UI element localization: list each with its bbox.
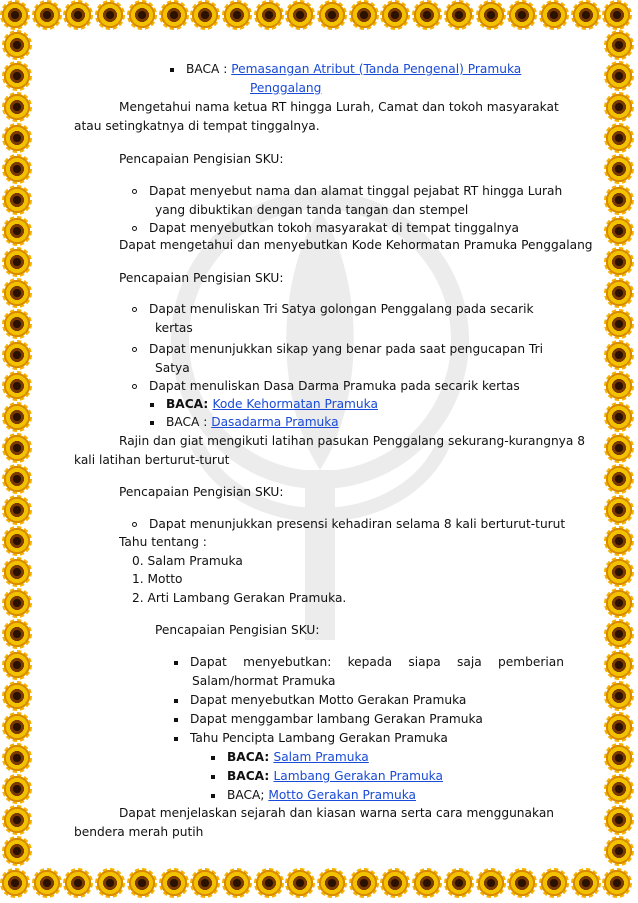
flower-ornament-icon — [604, 371, 634, 401]
list-item: Dapat menunjukkan sikap yang benar pada saat pengucapan Tri — [132, 340, 543, 359]
list-item: BACA: Kode Kehormatan Pramuka — [150, 395, 378, 414]
flower-ornament-icon — [2, 712, 32, 742]
flower-ornament-icon — [32, 0, 62, 30]
flower-ornament-icon — [2, 805, 32, 835]
flower-ornament-icon — [604, 805, 634, 835]
flower-ornament-icon — [380, 0, 410, 30]
section-heading: Pencapaian Pengisian SKU: — [155, 623, 320, 637]
flower-ornament-icon — [604, 247, 634, 277]
flower-ornament-icon — [604, 557, 634, 587]
flower-ornament-icon — [2, 557, 32, 587]
list-item-continuation: Salam/hormat Pramuka — [192, 674, 336, 688]
flower-ornament-icon — [2, 185, 32, 215]
flower-ornament-icon — [2, 681, 32, 711]
flower-ornament-icon — [2, 92, 32, 122]
flower-ornament-icon — [2, 309, 32, 339]
flower-ornament-icon — [604, 216, 634, 246]
flower-ornament-icon — [95, 868, 125, 898]
bullet-square-icon — [174, 718, 178, 722]
flower-ornament-icon — [254, 0, 284, 30]
flower-ornament-icon — [2, 371, 32, 401]
numbered-item: 2. Arti Lambang Gerakan Pramuka. — [132, 591, 347, 605]
link-pemasangan-atribut[interactable]: Pemasangan Atribut (Tanda Pengenal) Pramuka — [231, 62, 522, 76]
flower-ornament-icon — [412, 0, 442, 30]
flower-ornament-icon — [604, 588, 634, 618]
bullet-square-icon — [174, 737, 178, 741]
flower-ornament-icon — [602, 0, 632, 30]
flower-ornament-icon — [0, 0, 30, 30]
section-heading: Pencapaian Pengisian SKU: — [119, 485, 284, 499]
list-item: Dapat menyebutkan Motto Gerakan Pramuka — [174, 691, 466, 710]
flower-ornament-icon — [476, 868, 506, 898]
flower-ornament-icon — [2, 495, 32, 525]
flower-ornament-icon — [2, 588, 32, 618]
flower-ornament-icon — [539, 0, 569, 30]
flower-ornament-icon — [127, 868, 157, 898]
flower-ornament-icon — [604, 464, 634, 494]
flower-ornament-icon — [604, 185, 634, 215]
flower-border-left — [0, 30, 34, 868]
flower-ornament-icon — [604, 836, 634, 866]
flower-ornament-icon — [444, 0, 474, 30]
paragraph-text: Tahu tentang : — [119, 535, 207, 549]
link-motto-gerakan-pramuka[interactable]: Motto Gerakan Pramuka — [268, 788, 417, 802]
flower-ornament-icon — [2, 526, 32, 556]
list-item: Dapat menyebutkan: kepada siapa saja pemberian — [174, 653, 564, 672]
flower-ornament-icon — [604, 774, 634, 804]
flower-ornament-icon — [285, 868, 315, 898]
paragraph-text: Rajin dan giat mengikuti latihan pasukan Penggalang sekurang-kurangnya 8 — [119, 434, 585, 448]
paragraph-text: Dapat menjelaskan sejarah dan kiasan warna serta cara menggunakan — [119, 806, 555, 820]
section-heading: Pencapaian Pengisian SKU: — [119, 152, 284, 166]
flower-ornament-icon — [190, 0, 220, 30]
bullet-circle-icon — [132, 522, 137, 527]
list-item: Dapat menyebutkan tokoh masyarakat di tempat tinggalnya — [132, 219, 519, 238]
link-salam-pramuka[interactable]: Salam Pramuka — [273, 750, 369, 764]
flower-ornament-icon — [604, 743, 634, 773]
flower-ornament-icon — [2, 619, 32, 649]
flower-ornament-icon — [604, 309, 634, 339]
flower-ornament-icon — [2, 123, 32, 153]
bullet-square-icon — [170, 68, 174, 72]
flower-ornament-icon — [2, 464, 32, 494]
flower-ornament-icon — [2, 278, 32, 308]
flower-ornament-icon — [2, 836, 32, 866]
link-dasadarma[interactable]: Dasadarma Pramuka — [211, 415, 339, 429]
flower-ornament-icon — [2, 30, 32, 60]
flower-ornament-icon — [2, 774, 32, 804]
flower-ornament-icon — [2, 743, 32, 773]
bullet-circle-icon — [132, 384, 137, 389]
flower-ornament-icon — [2, 61, 32, 91]
bullet-square-icon — [211, 794, 215, 798]
section-heading: Pencapaian Pengisian SKU: — [119, 271, 284, 285]
flower-ornament-icon — [604, 526, 634, 556]
flower-ornament-icon — [2, 402, 32, 432]
flower-ornament-icon — [285, 0, 315, 30]
bullet-square-icon — [150, 403, 154, 407]
flower-ornament-icon — [95, 0, 125, 30]
bullet-square-icon — [150, 421, 154, 425]
list-item: Dapat menggambar lambang Gerakan Pramuka — [174, 710, 483, 729]
flower-ornament-icon — [63, 868, 93, 898]
bullet-square-icon — [174, 661, 178, 665]
flower-ornament-icon — [444, 868, 474, 898]
bullet-circle-icon — [132, 307, 137, 312]
list-item: Dapat menunjukkan presensi kehadiran selama 8 kali berturut-turut — [132, 515, 565, 534]
list-item: BACA: Lambang Gerakan Pramuka — [211, 767, 443, 786]
flower-ornament-icon — [2, 154, 32, 184]
flower-ornament-icon — [604, 123, 634, 153]
bullet-circle-icon — [132, 226, 137, 231]
flower-ornament-icon — [507, 868, 537, 898]
flower-ornament-icon — [604, 92, 634, 122]
paragraph-text: Mengetahui nama ketua RT hingga Lurah, Camat dan tokoh masyarakat — [119, 100, 559, 114]
flower-ornament-icon — [380, 868, 410, 898]
numbered-item: 1. Motto — [132, 572, 183, 586]
flower-ornament-icon — [571, 868, 601, 898]
numbered-item: 0. Salam Pramuka — [132, 554, 243, 568]
flower-ornament-icon — [317, 868, 347, 898]
flower-ornament-icon — [604, 681, 634, 711]
flower-ornament-icon — [222, 0, 252, 30]
list-item-continuation: Satya — [155, 361, 190, 375]
bullet-square-icon — [174, 699, 178, 703]
flower-ornament-icon — [2, 433, 32, 463]
flower-ornament-icon — [604, 278, 634, 308]
flower-border-bottom — [0, 868, 638, 903]
flower-ornament-icon — [604, 712, 634, 742]
flower-ornament-icon — [349, 868, 379, 898]
flower-ornament-icon — [412, 868, 442, 898]
flower-ornament-icon — [127, 0, 157, 30]
list-item-continuation: yang dibuktikan dengan tanda tangan dan stempel — [155, 203, 469, 217]
flower-ornament-icon — [507, 0, 537, 30]
flower-ornament-icon — [32, 868, 62, 898]
flower-ornament-icon — [63, 0, 93, 30]
flower-ornament-icon — [317, 0, 347, 30]
flower-ornament-icon — [604, 340, 634, 370]
bullet-circle-icon — [132, 347, 137, 352]
bullet-circle-icon — [132, 189, 137, 194]
flower-ornament-icon — [2, 340, 32, 370]
flower-ornament-icon — [604, 402, 634, 432]
paragraph-text: Dapat mengetahui dan menyebutkan Kode Kehormatan Pramuka Penggalang — [119, 238, 593, 252]
paragraph-text: atau setingkatnya di tempat tinggalnya. — [74, 119, 320, 133]
flower-ornament-icon — [2, 216, 32, 246]
paragraph-text: bendera merah putih — [74, 825, 204, 839]
list-item: BACA: Salam Pramuka — [211, 748, 369, 767]
flower-ornament-icon — [2, 247, 32, 277]
flower-ornament-icon — [604, 650, 634, 680]
link-lambang-gerakan-pramuka[interactable]: Lambang Gerakan Pramuka — [273, 769, 443, 783]
link-penggalang[interactable]: Penggalang — [250, 81, 322, 95]
bullet-square-icon — [211, 775, 215, 779]
flower-ornament-icon — [602, 868, 632, 898]
flower-ornament-icon — [476, 0, 506, 30]
link-kode-kehormatan[interactable]: Kode Kehormatan Pramuka — [212, 397, 378, 411]
flower-ornament-icon — [604, 495, 634, 525]
list-item-continuation: kertas — [155, 321, 193, 335]
flower-ornament-icon — [604, 619, 634, 649]
flower-ornament-icon — [604, 154, 634, 184]
flower-border-right — [602, 30, 638, 868]
list-item: Dapat menuliskan Dasa Darma Pramuka pada secarik kertas — [132, 377, 520, 396]
flower-ornament-icon — [539, 868, 569, 898]
flower-ornament-icon — [571, 0, 601, 30]
flower-ornament-icon — [190, 868, 220, 898]
list-item: Dapat menuliskan Tri Satya golongan Penggalang pada secarik — [132, 300, 534, 319]
flower-ornament-icon — [0, 868, 30, 898]
flower-ornament-icon — [604, 61, 634, 91]
flower-ornament-icon — [254, 868, 284, 898]
list-item: Dapat menyebut nama dan alamat tinggal pejabat RT hingga Lurah — [132, 182, 562, 201]
flower-border-top — [0, 0, 638, 30]
flower-ornament-icon — [159, 0, 189, 30]
flower-ornament-icon — [159, 868, 189, 898]
flower-ornament-icon — [349, 0, 379, 30]
flower-ornament-icon — [2, 650, 32, 680]
bullet-square-icon — [211, 756, 215, 760]
flower-ornament-icon — [222, 868, 252, 898]
flower-ornament-icon — [604, 30, 634, 60]
flower-ornament-icon — [604, 433, 634, 463]
list-item: BACA : Dasadarma Pramuka — [150, 413, 339, 432]
list-item: BACA; Motto Gerakan Pramuka — [211, 786, 416, 805]
paragraph-text: kali latihan berturut-turut — [74, 453, 230, 467]
list-item: Tahu Pencipta Lambang Gerakan Pramuka — [174, 729, 448, 748]
list-item: BACA : Pemasangan Atribut (Tanda Pengenal) Pramuka — [170, 60, 564, 79]
